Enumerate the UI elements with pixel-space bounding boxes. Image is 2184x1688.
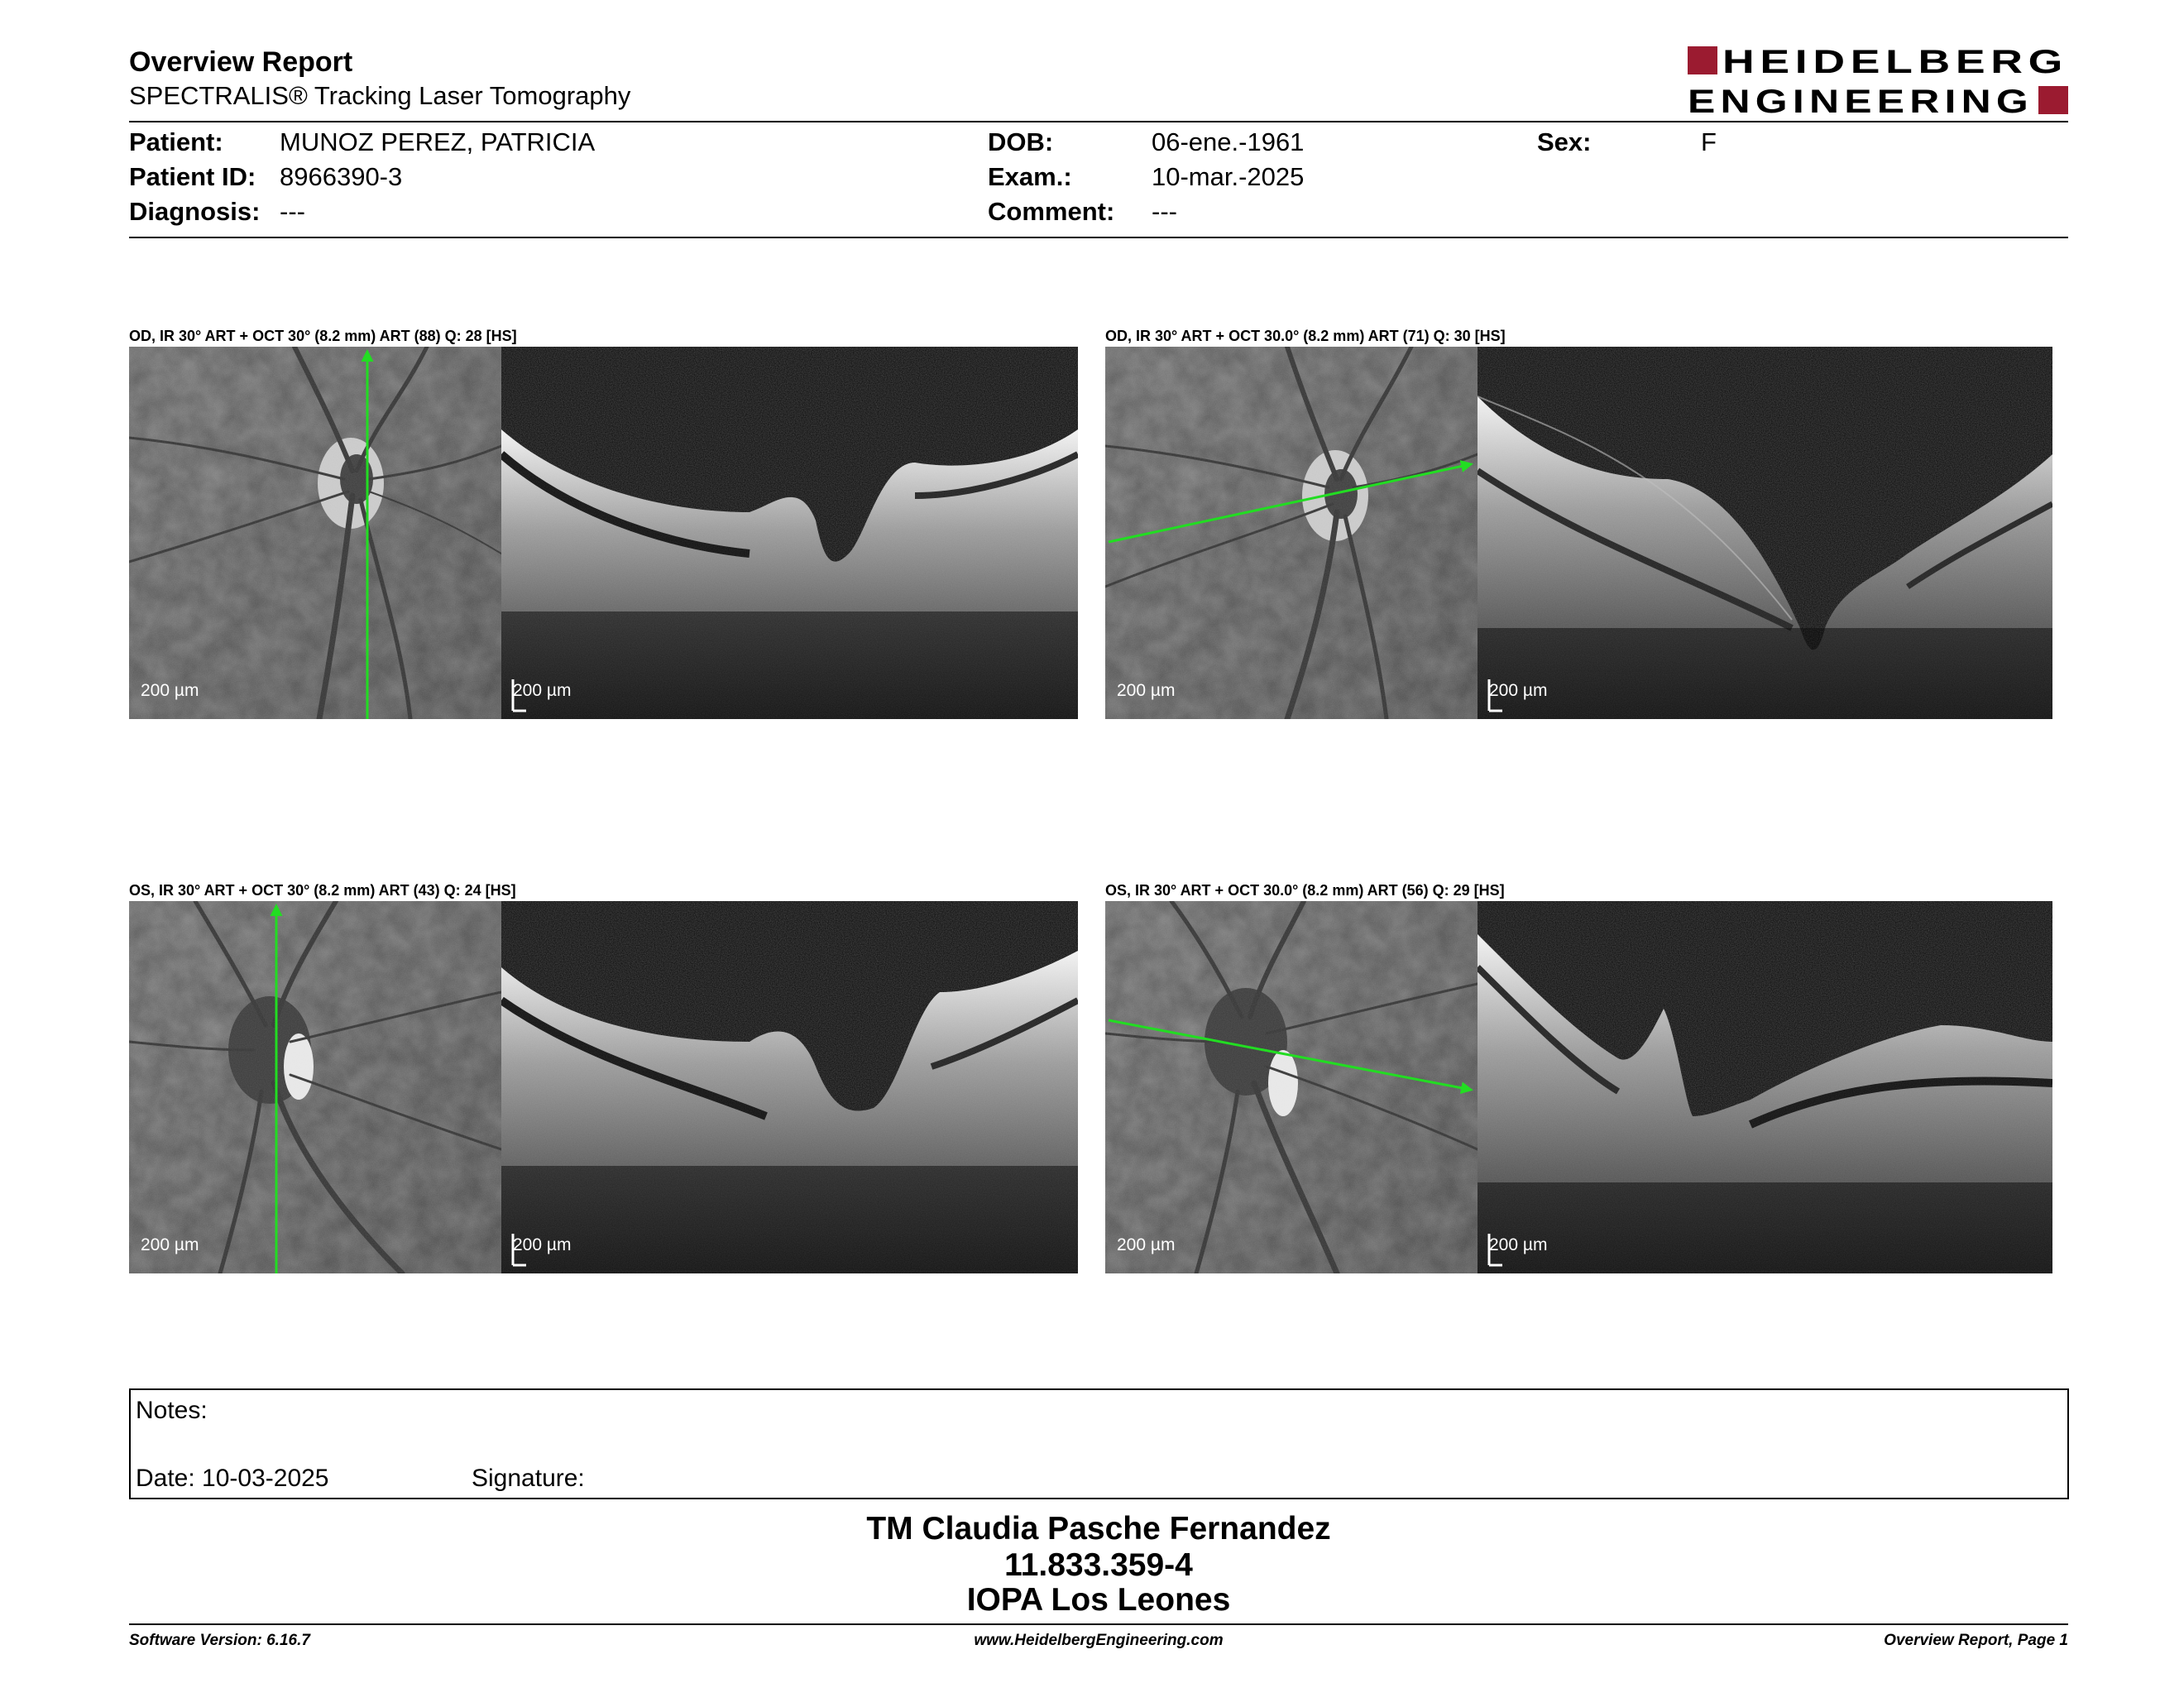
diagnosis-label: Diagnosis:	[129, 197, 261, 226]
oct-bscan-os-1[interactable]	[501, 901, 1078, 1273]
scan-label-os-2: OS, IR 30° ART + OCT 30.0° (8.2 mm) ART (56) Q: 29 [HS]	[1105, 882, 1505, 899]
website-link[interactable]: www.HeidelbergEngineering.com	[974, 1632, 1224, 1649]
oct-bscan-os-2[interactable]	[1478, 901, 2052, 1273]
notes-date: Date: 10-03-2025	[136, 1465, 329, 1492]
dob-value: 06-ene.-1961	[1152, 127, 1305, 156]
bscan-scale-os-1: 200 µm	[513, 1235, 572, 1254]
fundus-image-os-1[interactable]	[129, 901, 501, 1273]
logo-text-heidelberg: HEIDELBERG	[1722, 45, 2068, 80]
diagnosis-value: ---	[280, 197, 305, 226]
oct-bscan-od-2[interactable]	[1478, 347, 2052, 719]
scan-label-od-1: OD, IR 30° ART + OCT 30° (8.2 mm) ART (88) Q: 28 [HS]	[129, 328, 517, 344]
report-title: Overview Report	[129, 46, 353, 78]
notes-box	[129, 1388, 2069, 1499]
bscan-scale-od-2: 200 µm	[1489, 681, 1548, 700]
patient-id: 8966390-3	[280, 162, 403, 191]
patient-id-label: Patient ID:	[129, 162, 256, 191]
exam-label: Exam.:	[988, 162, 1072, 191]
patient-divider	[129, 237, 2068, 238]
footer-divider	[129, 1623, 2068, 1625]
scan-panel-os-1	[129, 901, 1078, 1273]
fundus-image-os-2[interactable]	[1105, 901, 1478, 1273]
header-divider	[129, 121, 2068, 122]
software-version: Software Version: 6.16.7	[129, 1632, 310, 1649]
dob-label: DOB:	[988, 127, 1054, 156]
scan-panel-os-2	[1105, 901, 2052, 1273]
exam-date: 10-mar.-2025	[1152, 162, 1305, 191]
bscan-scale-os-2: 200 µm	[1489, 1235, 1548, 1254]
report-subtitle: SPECTRALIS® Tracking Laser Tomography	[129, 81, 631, 110]
comment-value: ---	[1152, 197, 1177, 226]
heidelberg-logo	[1688, 45, 2068, 117]
scan-label-od-2: OD, IR 30° ART + OCT 30.0° (8.2 mm) ART (71) Q: 30 [HS]	[1105, 328, 1506, 344]
stamp-institution: IOPA Los Leones	[966, 1582, 1231, 1618]
fundus-scale-od-1: 200 µm	[141, 681, 199, 700]
scan-label-os-1: OS, IR 30° ART + OCT 30° (8.2 mm) ART (43) Q: 24 [HS]	[129, 882, 516, 899]
scan-panel-od-1	[129, 347, 1078, 719]
bscan-scale-od-1: 200 µm	[513, 681, 572, 700]
patient-name: MUNOZ PEREZ, PATRICIA	[280, 127, 596, 156]
logo-text-engineering: ENGINEERING	[1688, 84, 2033, 117]
fundus-image-od-1[interactable]	[129, 347, 501, 719]
fundus-scale-os-1: 200 µm	[141, 1235, 199, 1254]
scan-panel-od-2	[1105, 347, 2052, 719]
stamp-id: 11.833.359-4	[1004, 1547, 1193, 1583]
stamp-name: TM Claudia Pasche Fernandez	[866, 1511, 1331, 1547]
signature-label: Signature:	[472, 1465, 585, 1492]
oct-bscan-od-1[interactable]	[501, 347, 1078, 719]
sex-label: Sex:	[1537, 127, 1592, 156]
comment-label: Comment:	[988, 197, 1115, 226]
fundus-image-od-2[interactable]	[1105, 347, 1478, 719]
page-indicator: Overview Report, Page 1	[1884, 1632, 2068, 1649]
notes-label: Notes:	[136, 1397, 208, 1424]
fundus-scale-os-2: 200 µm	[1117, 1235, 1176, 1254]
patient-label: Patient:	[129, 127, 223, 156]
sex-value: F	[1701, 127, 1717, 156]
fundus-scale-od-2: 200 µm	[1117, 681, 1176, 700]
